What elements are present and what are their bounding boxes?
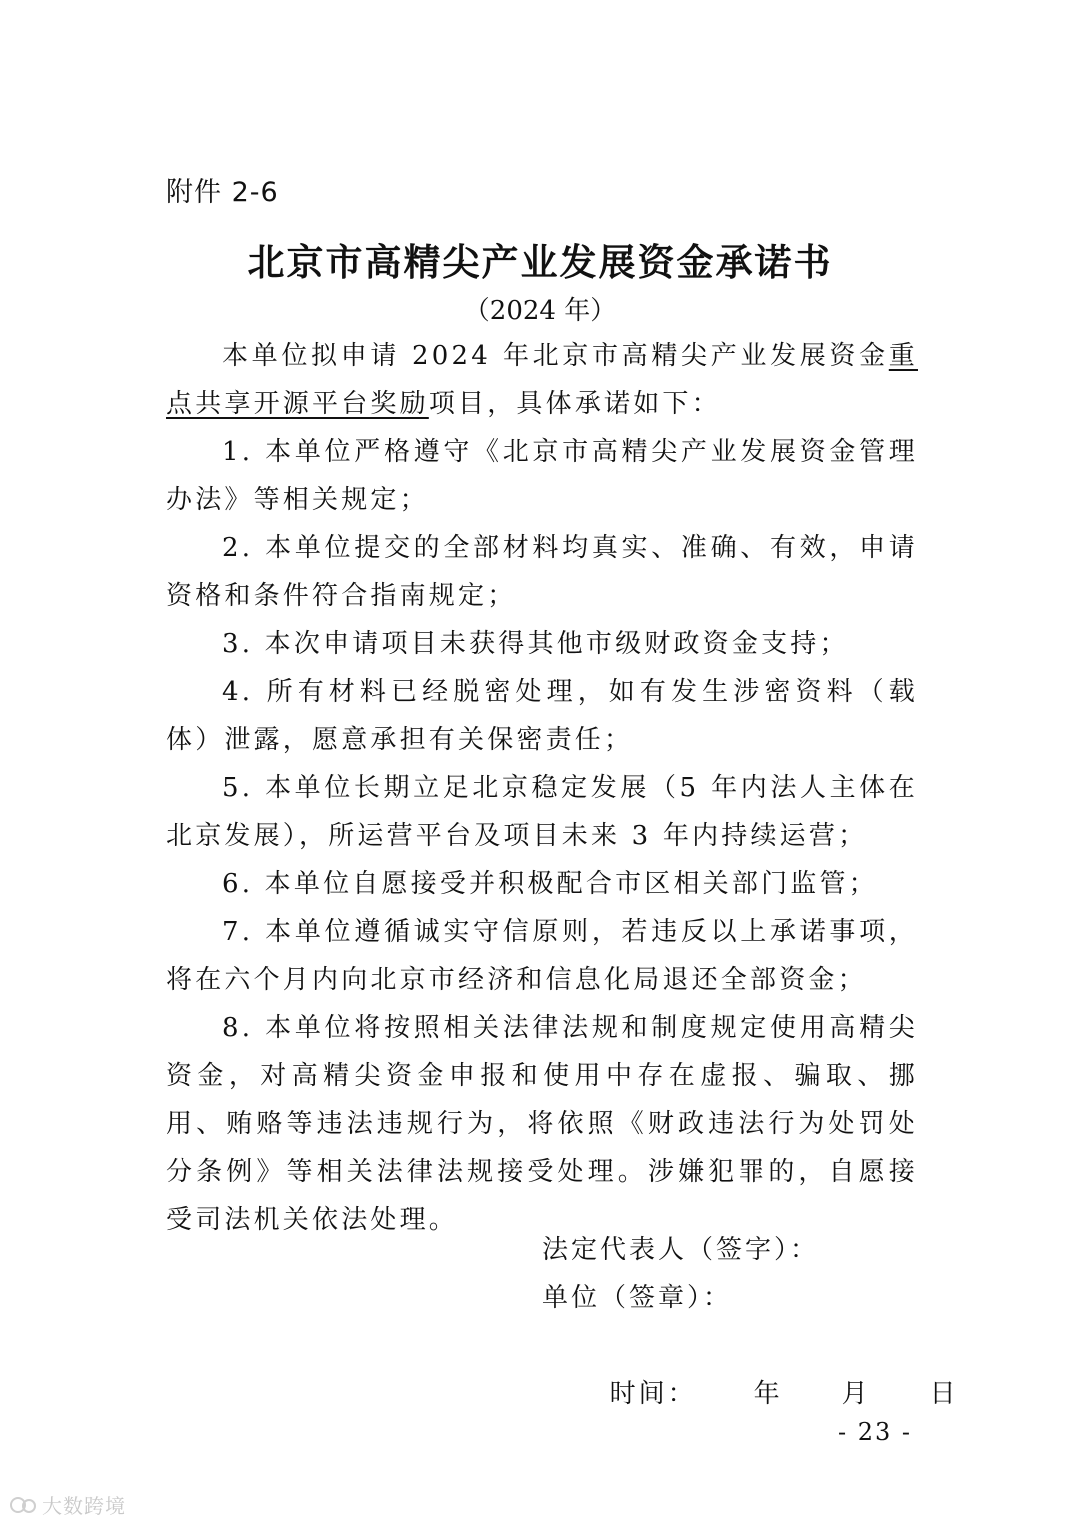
project-name: 重点共享开源平台奖励 <box>166 341 918 419</box>
representative-signature-label: 法定代表人（签字）： <box>542 1235 820 1265</box>
page-number: - 23 - <box>838 1418 913 1446</box>
intro-paragraph <box>166 332 918 428</box>
commitment-item-3: 3. 本次申请项目未获得其他市级财政资金支持； <box>222 629 849 659</box>
commitment-item-8: 8. 本单位将按照相关法律法规和制度规定使用高精尖资金，对高精尖资金申报和使用中存在虚报、骗取、挪用、贿赂等违法违规行为，将依照《财政违法行为处罚处分条例》等相关法律法规接受处理。涉嫌犯罪的，自愿接受司法机关依法处理。 <box>166 1013 918 1235</box>
time-label: 时间： <box>609 1379 697 1409</box>
month-label: 月 <box>841 1379 871 1409</box>
attachment-label: 附件 2-6 <box>166 177 279 208</box>
day-label: 日 <box>929 1379 959 1409</box>
commitment-item-7: 7. 本单位遵循诚实守信原则，若违反以上承诺事项，将在六个月内向北京市经济和信息化局退还全部资金； <box>166 917 918 995</box>
watermark <box>8 1490 126 1519</box>
document-title: 北京市高精尖产业发展资金承诺书 <box>247 241 833 284</box>
commitment-item-5: 5. 本单位长期立足北京稳定发展（5 年内法人主体在北京发展），所运营平台及项目未来 3 年内持续运营； <box>166 773 918 851</box>
commitment-item-6: 6. 本单位自愿接受并积极配合市区相关部门监管； <box>222 869 878 899</box>
watermark-logo-icon <box>8 1495 38 1515</box>
commitment-item-4: 4. 所有材料已经脱密处理，如有发生涉密资料（载体）泄露，愿意承担有关保密责任； <box>166 677 918 755</box>
intro-after: 项目，具体承诺如下： <box>428 389 721 419</box>
year-label: 年 <box>753 1379 783 1409</box>
document-year: （2024 年） <box>463 296 617 326</box>
unit-seal-label: 单位（签章）： <box>542 1283 733 1313</box>
intro-before: 本单位拟申请 2024 年北京市高精尖产业发展资金 <box>222 341 889 371</box>
commitment-item-2: 2. 本单位提交的全部材料均真实、准确、有效，申请资格和条件符合指南规定； <box>166 533 918 611</box>
watermark-text: 大数跨境 <box>42 1494 126 1518</box>
document-body <box>166 332 918 1244</box>
commitment-item-1: 1. 本单位严格遵守《北京市高精尖产业发展资金管理办法》等相关规定； <box>166 437 918 515</box>
